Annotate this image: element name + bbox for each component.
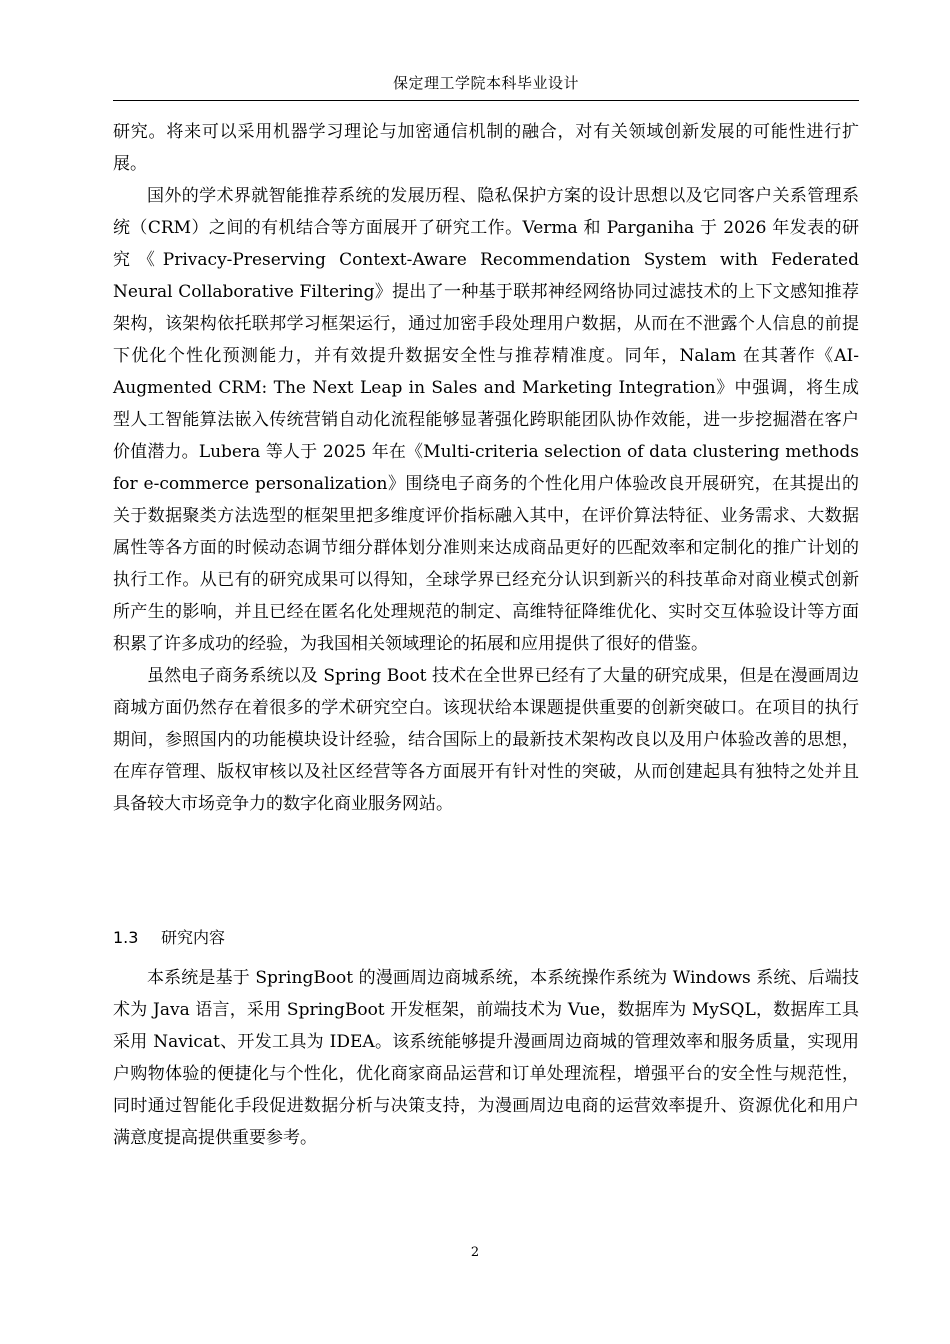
- main-body: [113, 116, 859, 820]
- section-number: 1.3: [113, 928, 139, 947]
- paragraph-research-content: 本系统是基于 SpringBoot 的漫画周边商城系统，本系统操作系统为 Windows 系统、后端技术为 Java 语言，采用 SpringBoot 开发框架，前端技术为 Vue，数据库为 MySQL，数据库工具采用 Navicat、开发工具为 IDEA。该系统能够提升漫画周边商城的管理效率和服务质量，实现用户购物体验的便捷化与个性化，优化商家商品运营和订单处理流程，增强平台的安全性与规范性，同时通过智能化手段促进数据分析与决策支持，为漫画周边电商的运营效率提升、资源优化和用户满意度提高提供重要参考。: [113, 968, 859, 1148]
- paragraph-continuation: 研究。将来可以采用机器学习理论与加密通信机制的融合，对有关领域创新发展的可能性进行扩展。: [113, 122, 859, 174]
- header-divider: [113, 100, 859, 101]
- section-title: 研究内容: [161, 928, 226, 947]
- paragraph-foreign-research: 国外的学术界就智能推荐系统的发展历程、隐私保护方案的设计思想以及它同客户关系管理系统（CRM）之间的有机结合等方面展开了研究工作。Verma 和 Parganiha 于 2026 年发表的研究《Privacy-Preserving Context-Aware Recommendation System with Federated Neural Collaborative Filtering》提出了一种基于联邦神经网络协同过滤技术的上下文感知推荐架构，该架构依托联邦学习框架运行，通过加密手段处理用户数据，从而在不泄露个人信息的前提下优化个性化预测能力，并有效提升数据安全性与推荐精准度。同年，Nalam 在其著作《AI-Augmented CRM: The Next Leap in Sales and Marketing Integration》中强调，将生成型人工智能算法嵌入传统营销自动化流程能够显著强化跨职能团队协作效能，进一步挖掘潜在客户价值潜力。Lubera 等人于 2025 年在《Multi-criteria selection of data clustering methods for e-commerce personalization》围绕电子商务的个性化用户体验改良开展研究，在其提出的关于数据聚类方法选型的框架里把多维度评价指标融入其中，在评价算法特征、业务需求、大数据属性等各方面的时候动态调节细分群体划分准则来达成商品更好的匹配效率和定制化的推广计划的执行工作。从已有的研究成果可以得知，全球学界已经充分认识到新兴的科技革命对商业模式创新所产生的影响，并且已经在匿名化处理规范的制定、高维特征降维优化、实时交互体验设计等方面积累了许多成功的经验，为我国相关领域理论的拓展和应用提供了很好的借鉴。: [113, 186, 859, 654]
- page-number: 2: [470, 1245, 480, 1260]
- paragraph-research-gap: 虽然电子商务系统以及 Spring Boot 技术在全世界已经有了大量的研究成果，但是在漫画周边商城方面仍然存在着很多的学术研究空白。该现状给本课题提供重要的创新突破口。在项目的执行期间，参照国内的功能模块设计经验，结合国际上的最新技术架构改良以及用户体验改善的思想，在库存管理、版权审核以及社区经营等各方面展开有针对性的突破，从而创建起具有独特之处并且具备较大市场竞争力的数字化商业服务网站。: [113, 666, 859, 814]
- page-header: 保定理工学院本科毕业设计: [392, 74, 579, 92]
- section-body: [113, 962, 859, 1154]
- section-heading: [113, 922, 859, 954]
